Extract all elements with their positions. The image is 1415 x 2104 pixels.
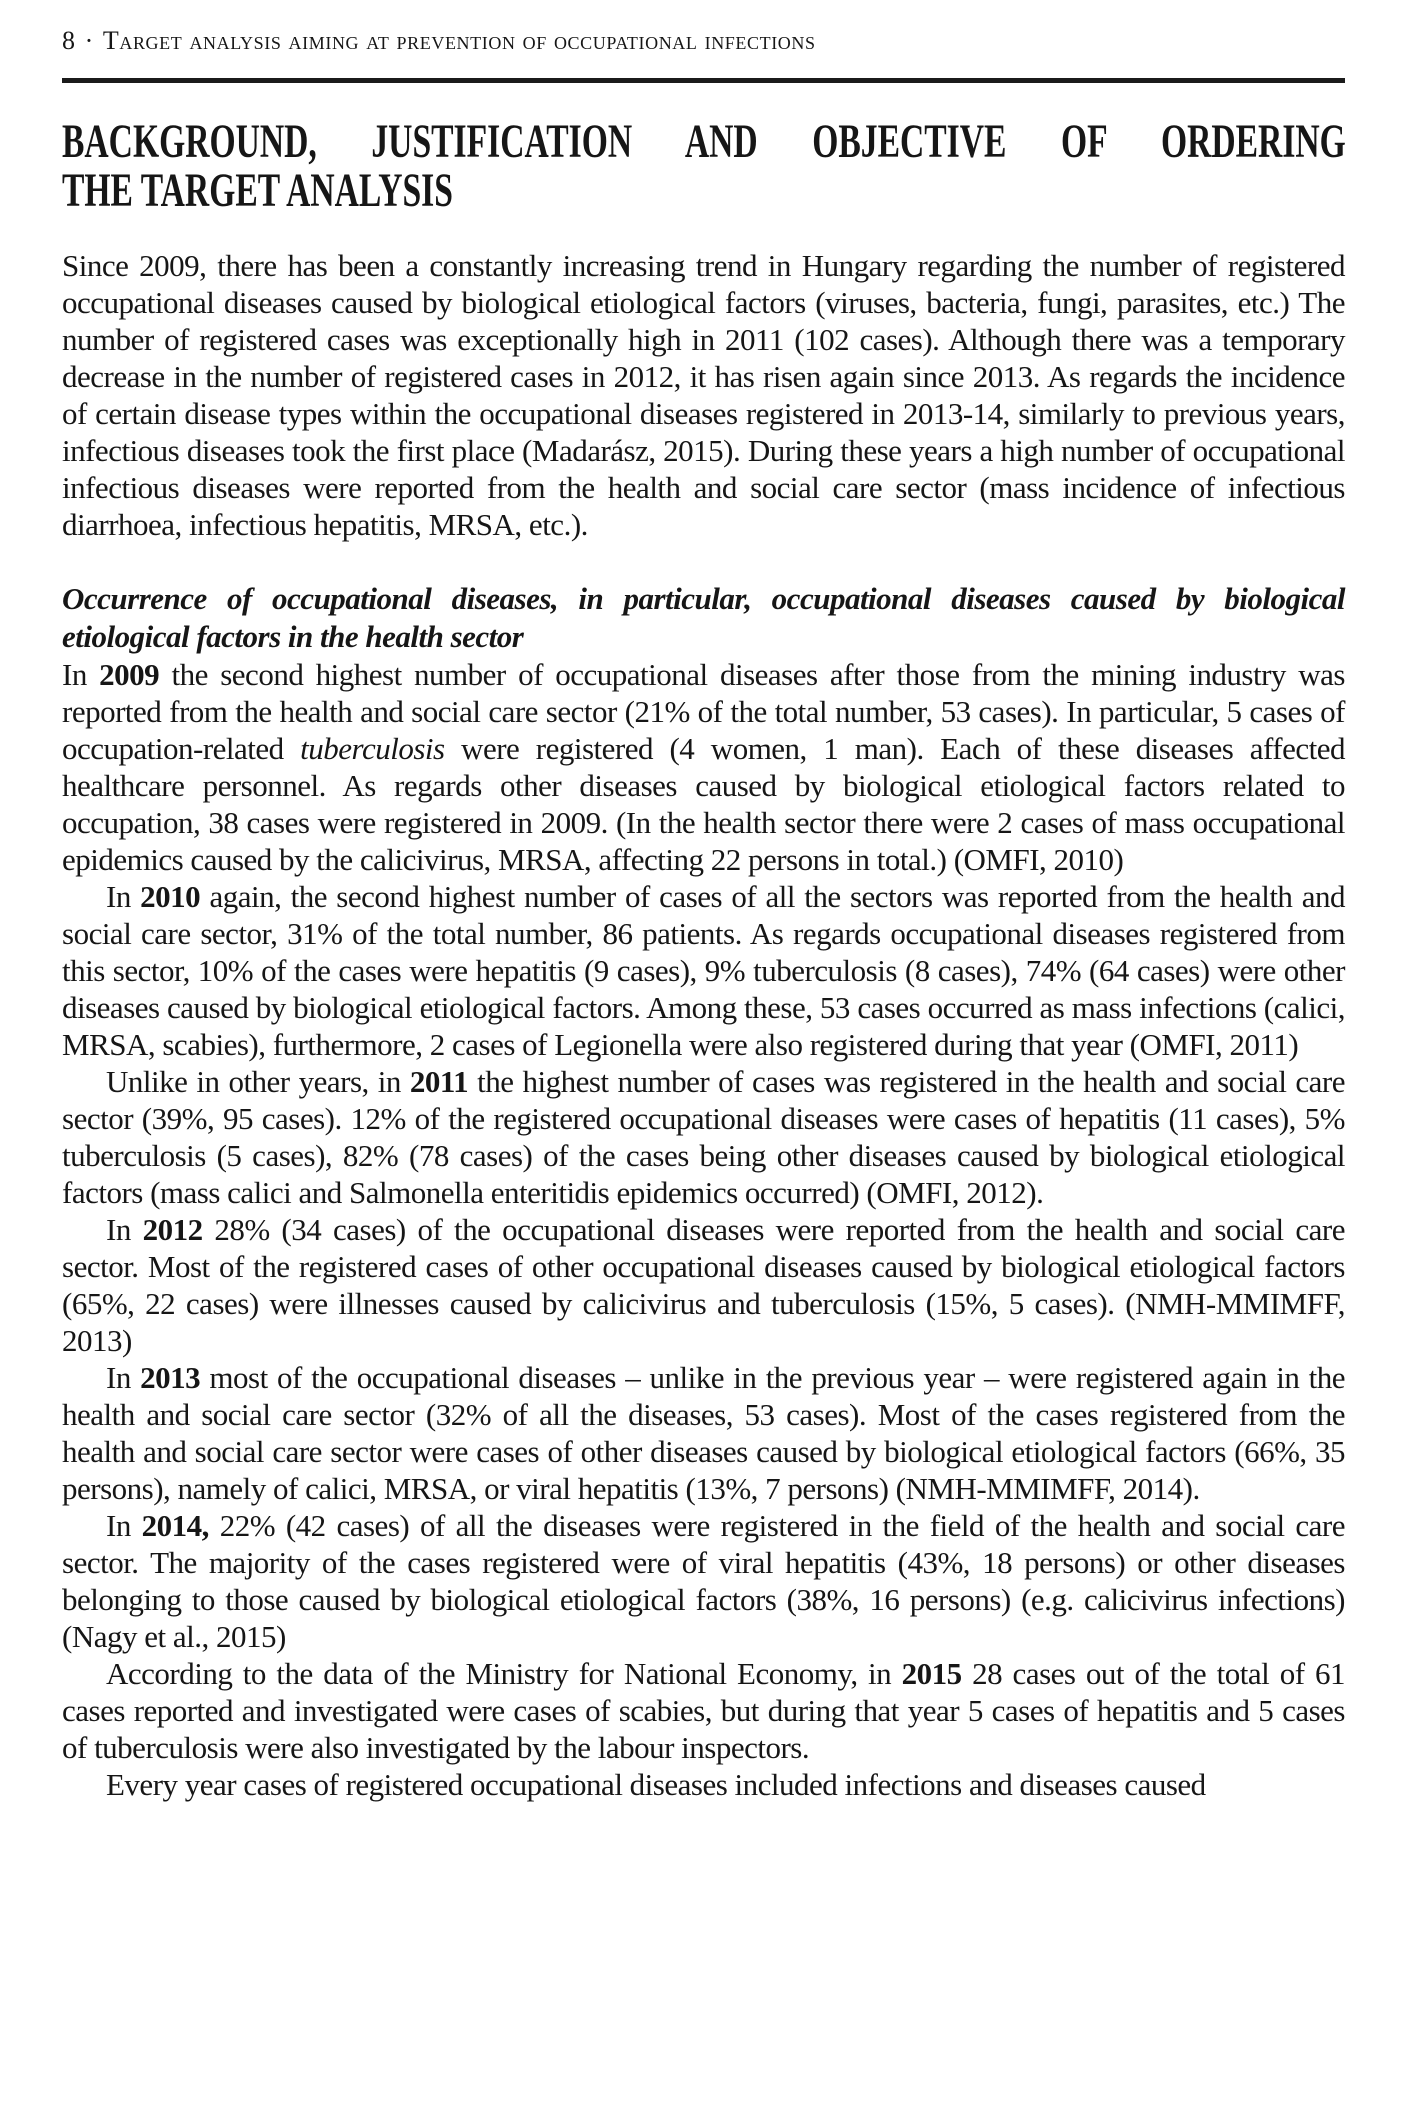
chapter-title-line2: THE TARGET ANALYSIS: [62, 164, 453, 217]
paragraph-intro: Since 2009, there has been a constantly increasing trend in Hungary regarding the number of registered occupational diseases caused by biological etiological factors (viruses, bacteria, fungi, parasites, etc.) The number of registered cases was exceptionally high in 2011 (102 cases). Although there was a temporary decrease in the number of registered cases in 2012, it has risen again since 2013. As regards the incidence of certain disease types within the occupational diseases registered in 2013-14, similarly to previous years, infectious diseases took the first place (Madarász, 2015). During these years a high number of occupational infectious diseases were reported from the health and social care sector (mass incidence of infectious diarrhoea, infectious hepatitis, MRSA, etc.).: [62, 248, 1345, 542]
chapter-title-line1: BACKGROUND, JUSTIFICATION AND OBJECTIVE OF ORDERING: [62, 115, 1346, 168]
paragraph-2011: Unlike in other years, in 2011 the highest number of cases was registered in the health and social care sector (39%, 95 cases). 12% of the registered occupational diseases were cases of hepatitis (11 cases), 5% tuberculosis (5 cases), 82% (78 cases) of the cases being other diseases caused by biological etiological factors (mass calici and Salmonella enteritidis epidemics occurred) (OMFI, 2012).: [62, 1064, 1346, 1210]
chapter-title: [62, 117, 1346, 215]
header-rule: [62, 78, 1345, 83]
paragraph-2009: In 2009 the second highest number of occupational diseases after those from the mining industry was reported from the health and social care sector (21% of the total number, 53 cases). In particular, 5 cases of occupation-related tuberculosis were registered (4 women, 1 man). Each of these diseases affected healthcare personnel. As regards other diseases caused by biological etiological factors related to occupation, 38 cases were registered in 2009. (In the health sector there were 2 cases of mass occupational epidemics caused by the calicivirus, MRSA, affecting 22 persons in total.) (OMFI, 2010): [62, 657, 1346, 877]
section-heading: Occurrence of occupational diseases, in particular, occupational diseases caused by biological etiological factors in the health sector: [62, 581, 1345, 654]
running-title: Target analysis aiming at prevention of occupational infections: [102, 26, 816, 55]
header-separator: ·: [84, 26, 94, 55]
paragraph-2014: In 2014, 22% (42 cases) of all the diseases were registered in the field of the health and social care sector. The majority of the cases registered were of viral hepatitis (43%, 18 persons) or other diseases belonging to those caused by biological etiological factors (38%, 16 persons) (e.g. calicivirus infections) (Nagy et al., 2015): [62, 1508, 1345, 1654]
paragraph-2015: According to the data of the Ministry for National Economy, in 2015 28 cases out of the total of 61 cases reported and investigated were cases of scabies, but during that year 5 cases of hepatitis and 5 cases of tuberculosis were also investigated by the labour inspectors.: [62, 1656, 1345, 1765]
page-number: 8: [62, 26, 76, 55]
body-text: [62, 247, 1345, 1803]
paragraph-continuation: Every year cases of registered occupational diseases included infections and diseases caused: [106, 1767, 1206, 1802]
paragraph-2012: In 2012 28% (34 cases) of the occupational diseases were reported from the health and social care sector. Most of the registered cases of other occupational diseases caused by biological etiological factors (65%, 22 cases) were illnesses caused by calicivirus and tuberculosis (15%, 5 cases). (NMH-MMIMFF, 2013): [62, 1212, 1345, 1358]
paragraph-2010: In 2010 again, the second highest number of cases of all the sectors was reported from the health and social care sector, 31% of the total number, 86 patients. As regards occupational diseases registered from this sector, 10% of the cases were hepatitis (9 cases), 9% tuberculosis (8 cases), 74% (64 cases) were other diseases caused by biological etiological factors. Among these, 53 cases occurred as mass infections (calici, MRSA, scabies), furthermore, 2 cases of Legionella were also registered during that year (OMFI, 2011): [62, 879, 1346, 1062]
paragraph-2013: In 2013 most of the occupational diseases – unlike in the previous year – were registered again in the health and social care sector (32% of all the diseases, 53 cases). Most of the cases registered from the health and social care sector were cases of other diseases caused by biological etiological factors (66%, 35 persons), namely of calici, MRSA, or viral hepatitis (13%, 7 persons) (NMH-MMIMFF, 2014).: [62, 1360, 1345, 1506]
running-header: [62, 26, 1345, 56]
